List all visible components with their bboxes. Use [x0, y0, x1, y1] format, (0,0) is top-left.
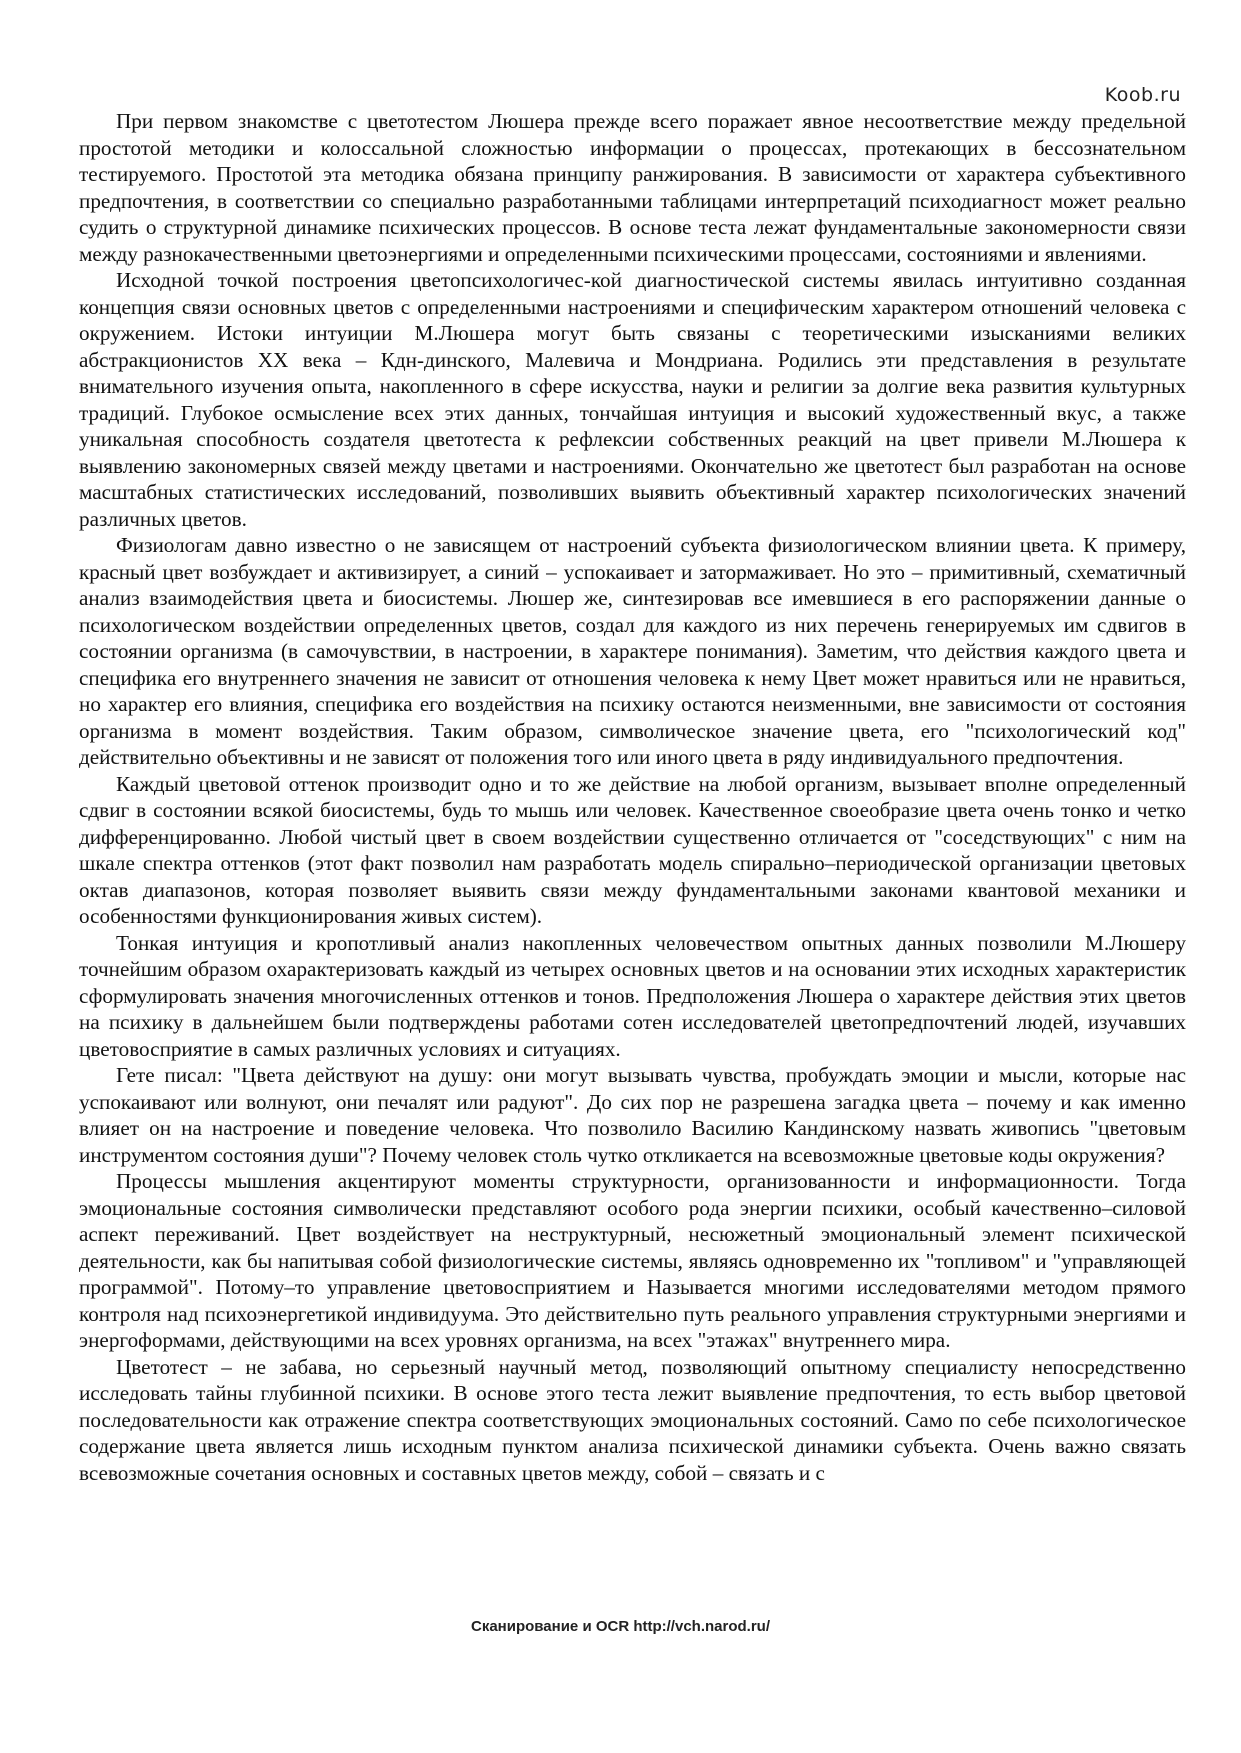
scan-credit-footer: Сканирование и OCR http://vch.narod.ru/ — [471, 1618, 770, 1635]
paragraph-7: Процессы мышления акцентируют моменты структурности, организованности и информационности. Тогда эмоциональные состояния символически представляют особого рода энергии психики, особый качественно–силовой аспект переживаний. Цвет воздействует на неструктурный, несюжетный эмоциональный элемент психической деятельности, как бы напитывая собой физиологические системы, являясь одновременно их "топливом" и "управляющей программой". Потому–то управление цветовосприятием и Называется многими исследователями методом прямого контроля над психоэнергетикой индивидуума. Это действительно путь реального управления структурными энергиями и энергоформами, действующими на всех уровнях организма, на всех "этажах" внутреннего мира. — [79, 1169, 1186, 1352]
paragraph-3: Физиологам давно известно о не зависящем от настроений субъекта физиологическом влиянии цвета. К примеру, красный цвет возбуждает и активизирует, а синий – успокаивает и затормаживает. Но это – примитивный, схематичный анализ взаимодействия цвета и биосистемы. Люшер же, синтезировав все имевшиеся в его распоряжении данные о психологическом воздействии определенных цветов, создал для каждого из них перечень генерируемых им сдвигов в состоянии организма (в самочувствии, в настроении, в характере понимания). Заметим, что действия каждого цвета и специфика его внутреннего значения не зависит от отношения человека к нему Цвет может нравиться или не нравиться, но характер его влияния, специфика его воздействия на психику остаются неизменными, вне зависимости от состояния организма в момент воздействия. Таким образом, символическое значение цвета, его "психологический код" действительно объективны и не зависят от положения того или иного цвета в ряду индивидуального предпочтения. — [79, 533, 1186, 769]
paragraph-4: Каждый цветовой оттенок производит одно и то же действие на любой организм, вызывает вполне определенный сдвиг в состоянии всякой биосистемы, будь то мышь или человек. Качественное своеобразие цвета очень тонко и четко дифференцированно. Любой чистый цвет в своем воздействии существенно отличается от "соседствующих" с ним на шкале спектра оттенков (этот факт позволил нам разработать модель спирально–периодической организации цветовых октав диапазонов, которая позволяет выявить связи между фундаментальными законами квантовой механики и особенностями функционирования живых систем). — [79, 771, 1186, 928]
body-text — [79, 108, 1186, 1486]
paragraph-6: Гете писал: "Цвета действуют на душу: они могут вызывать чувства, пробуждать эмоции и мысли, которые нас успокаивают или волнуют, они печалят или радуют". До сих пор не разрешена загадка цвета – почему и как именно влияет он на настроение и поведение человека. Что позволило Василию Кандинскому назвать живопись "цветовым инструментом состояния души"? Почему человек столь чутко откликается на всевозможные цветовые коды окружения? — [79, 1063, 1186, 1167]
paragraph-1: При первом знакомстве с цветотестом Люшера прежде всего поражает явное несоответствие между предельной простотой методики и колоссальной сложностью информации о процессах, протекающих в бессознательном тестируемого. Простотой эта методика обязана принципу ранжирования. В зависимости от характера субъективного предпочтения, в соответствии со специально разработанными таблицами интерпретаций психодиагност может реально судить о структурной динамике психических процессов. В основе теста лежат фундаментальные закономерности связи между разнокачественными цветоэнергиями и определенными психическими процессами, состояниями и явлениями. — [79, 109, 1186, 266]
paragraph-5: Тонкая интуиция и кропотливый анализ накопленных человечеством опытных данных позволили М.Люшеру точнейшим образом охарактеризовать каждый из четырех основных цветов и на основании этих исходных характеристик сформулировать значения многочисленных оттенков и тонов. Предположения Люшера о характере действия этих цветов на психику в дальнейшем были подтверждены работами сотен исследователей цветопредпочтений людей, изучавших цветовосприятие в самых различных условиях и ситуациях. — [79, 930, 1186, 1061]
source-watermark: Koob.ru — [1104, 84, 1181, 106]
paragraph-2: Исходной точкой построения цветопсихологичес-кой диагностической системы явилась интуитивно созданная концепция связи основных цветов с определенными настроениями и специфическим характером отношений человека с окружением. Истоки интуиции М.Люшера могут быть связаны с теоретическими изысканиями великих абстракционистов XX века – Кдн-динского, Малевича и Мондриана. Родились эти представления в результате внимательного изучения опыта, накопленного в сфере искусства, науки и религии за долгие века развития культурных традиций. Глубокое осмысление всех этих данных, тончайшая интуиция и высокий художественный вкус, а также уникальная способность создателя цветотеста к рефлексии собственных реакций на цвет привели М.Люшера к выявлению закономерных связей между цветами и настроениями. Окончательно же цветотест был разработан на основе масштабных статистических исследований, позволивших выявить объективный характер психологических значений различных цветов. — [79, 268, 1186, 531]
paragraph-8: Цветотест – не забава, но серьезный научный метод, позволяющий опытному специалисту непосредственно исследовать тайны глубинной психики. В основе этого теста лежит выявление предпочтения, то есть выбор цветовой последовательности как отражение спектра соответствующих эмоциональных состояний. Само по себе психологическое содержание цвета является лишь исходным пунктом анализа психической динамики субъекта. Очень важно связать всевозможные сочетания основных и составных цветов между, собой – связать и с — [79, 1354, 1186, 1485]
